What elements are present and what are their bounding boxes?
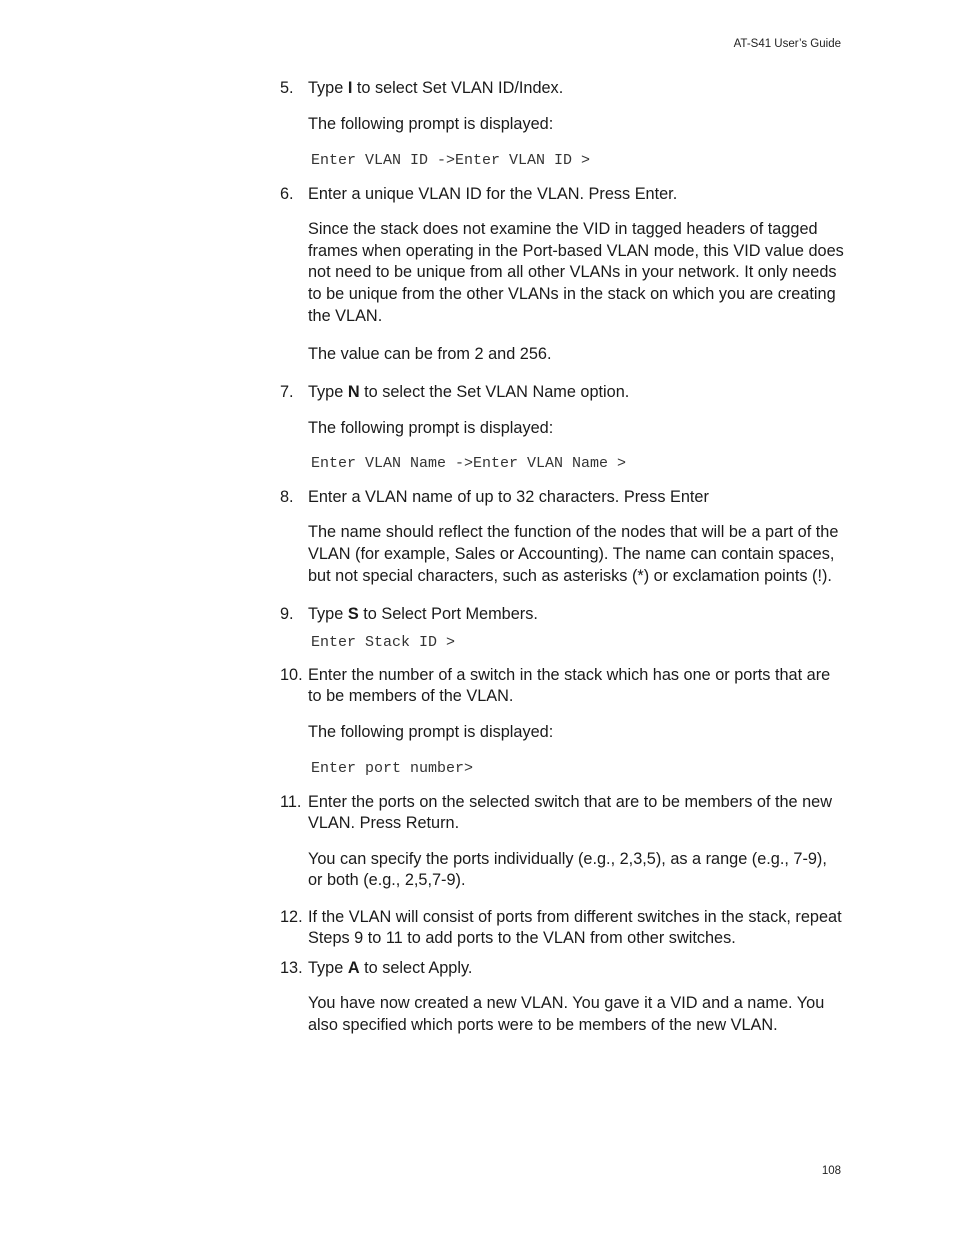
step-8-paragraph: The name should reflect the function of the nodes that will be a part of the VLAN (for example, Sales or Accounting). The name can contain spaces, but not special characters, such as asterisks (*) or exclamation points (!). — [308, 523, 839, 585]
step-7 — [280, 382, 845, 403]
step-number: 13. — [280, 959, 303, 978]
step-5-paragraph: The following prompt is displayed: — [308, 115, 554, 133]
step-text-pre: Type — [308, 79, 348, 97]
step-key: S — [347, 604, 359, 623]
step-10-command: Enter port number> — [311, 759, 474, 777]
step-text-pre: Type — [308, 959, 348, 978]
step-number: 5. — [280, 79, 294, 97]
step-5 — [280, 78, 845, 99]
step-5-command: Enter VLAN ID ->Enter VLAN ID > — [311, 151, 591, 169]
step-text-post: to select the Set VLAN Name option. — [359, 382, 630, 401]
step-6 — [280, 184, 845, 205]
step-text-pre: Type — [308, 604, 348, 623]
step-number: 9. — [280, 604, 294, 623]
step-6-paragraph: Since the stack does not examine the VID in tagged headers of tagged frames when operating in the Port-based VLAN mode, this VID value does not need to be unique from all other VLANs in your network. It only needs to be unique from the other VLANs in the stack on which you are creating the VLAN. — [308, 219, 844, 325]
page-content — [280, 78, 845, 1037]
step-number: 8. — [280, 488, 294, 507]
step-number: 11. — [280, 792, 302, 811]
step-text: Enter a VLAN name of up to 32 characters. Press Enter — [308, 488, 709, 507]
step-text-post: to Select Port Members. — [358, 604, 538, 623]
step-number: 12. — [280, 908, 303, 927]
step-text-post: to select Apply. — [359, 959, 473, 978]
step-text: Enter a unique VLAN ID for the VLAN. Press Enter. — [308, 184, 678, 203]
step-10 — [280, 665, 845, 707]
step-key: I — [347, 79, 353, 97]
step-11-paragraph: You can specify the ports individually (e.g., 2,3,5), as a range (e.g., 7-9), or both (e.g., 2,5,7-9). — [308, 849, 827, 890]
step-text: If the VLAN will consist of ports from different switches in the stack, repeat Steps 9 to 11 to add ports to the VLAN from other switches. — [308, 908, 842, 948]
step-8 — [280, 487, 845, 508]
step-text-post: to select Set VLAN ID/Index. — [352, 79, 564, 97]
step-11 — [280, 792, 845, 834]
step-key: N — [347, 382, 360, 401]
step-6-paragraph-2: The value can be from 2 and 256. — [308, 344, 552, 363]
step-key: A — [347, 959, 360, 978]
page-number: 108 — [821, 1165, 841, 1177]
step-text: Enter the number of a switch in the stack which has one or ports that are to be members of the VLAN. — [308, 665, 831, 705]
step-text-pre: Type — [308, 382, 348, 401]
step-7-command: Enter VLAN Name ->Enter VLAN Name > — [311, 455, 627, 473]
step-number: 6. — [280, 184, 294, 203]
step-number: 10. — [280, 665, 303, 684]
step-9 — [280, 604, 845, 625]
step-9-command: Enter Stack ID > — [311, 633, 456, 651]
step-13-paragraph: You have now created a new VLAN. You gave it a VID and a name. You also specified which ports were to be members of the new VLAN. — [308, 994, 825, 1034]
step-10-paragraph: The following prompt is displayed: — [308, 722, 554, 741]
step-13 — [280, 958, 845, 979]
step-number: 7. — [280, 382, 294, 401]
step-12 — [280, 907, 845, 949]
step-7-paragraph: The following prompt is displayed: — [308, 418, 554, 437]
step-text: Enter the ports on the selected switch that are to be members of the new VLAN. Press Return. — [308, 792, 832, 832]
running-header: AT-S41 User’s Guide — [733, 38, 841, 50]
